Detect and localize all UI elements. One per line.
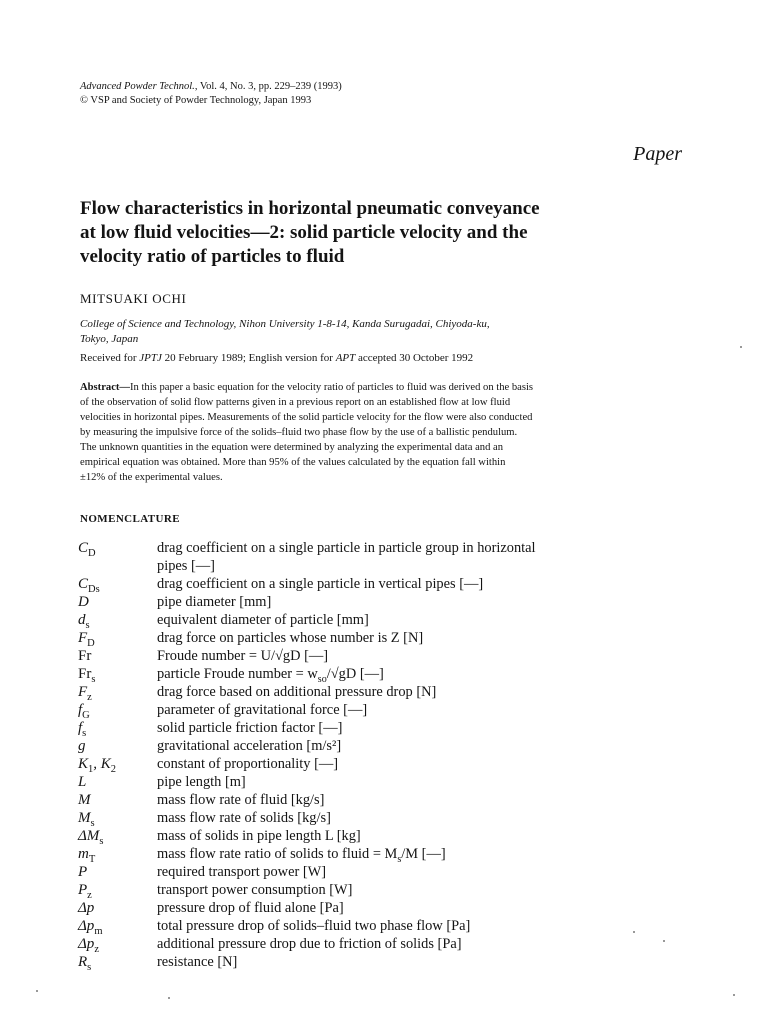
definition-line: required transport power [W] bbox=[157, 864, 327, 880]
nomenclature-definition bbox=[157, 629, 677, 647]
nomenclature-definition bbox=[157, 863, 677, 881]
nomenclature-item bbox=[78, 791, 698, 809]
paper-type-label: Paper bbox=[633, 143, 682, 165]
definition-line: drag force based on additional pressure drop [N] bbox=[157, 684, 437, 700]
nomenclature-symbol: $P_z$ bbox=[78, 882, 92, 901]
abstract-line: Abstract—In this paper a basic equation for the velocity ratio of particles to fluid was derived on the basis bbox=[80, 382, 534, 393]
abstract-line: The unknown quantities in the equation were determined by analyzing the experimental data and an bbox=[80, 442, 504, 453]
nomenclature-symbol: D bbox=[78, 594, 89, 610]
nomenclature-definition bbox=[157, 899, 677, 917]
nomenclature-item bbox=[78, 863, 698, 881]
nomenclature-symbol: $\Delta M_s$ bbox=[78, 828, 104, 847]
definition-line: total pressure drop of solids–fluid two phase flow [Pa] bbox=[157, 918, 471, 934]
definition-line: drag coefficient on a single particle in vertical pipes [—] bbox=[157, 576, 484, 592]
journal-reference bbox=[80, 80, 342, 94]
nomenclature-symbol: $Fr_s$ bbox=[78, 666, 96, 685]
journal-citation bbox=[80, 80, 342, 108]
journal-abbrev: APT bbox=[335, 352, 356, 364]
nomenclature-definition bbox=[157, 809, 677, 827]
definition-line: drag coefficient on a single particle in particle group in horizontal bbox=[157, 540, 536, 556]
nomenclature-symbol: $M_s$ bbox=[78, 810, 95, 829]
nomenclature-item bbox=[78, 701, 698, 719]
definition-line: additional pressure drop due to friction of solids [Pa] bbox=[157, 936, 462, 952]
scan-speck bbox=[36, 990, 38, 992]
nomenclature-item bbox=[78, 665, 698, 683]
nomenclature-item bbox=[78, 845, 698, 863]
definition-line: pipes [—] bbox=[157, 558, 215, 574]
nomenclature-symbol: $R_s$ bbox=[78, 954, 92, 973]
nomenclature-definition bbox=[157, 881, 677, 899]
abstract-line: by measuring the impulsive force of the solids–fluid two phase flow by the use of a ballistic pendulum. bbox=[80, 427, 518, 438]
journal-abbrev: JPTJ bbox=[139, 352, 162, 364]
definition-line: mass flow rate of fluid [kg/s] bbox=[157, 792, 325, 808]
paper-title bbox=[80, 197, 690, 269]
nomenclature-definition bbox=[157, 953, 677, 971]
abstract-line: of the observation of solid flow patterns given in a previous report on an established flow at low fluid bbox=[80, 397, 511, 408]
nomenclature-definition bbox=[157, 827, 677, 845]
scan-speck bbox=[733, 994, 735, 996]
nomenclature-definition bbox=[157, 737, 677, 755]
nomenclature-item bbox=[78, 593, 698, 611]
nomenclature-definition bbox=[157, 593, 677, 611]
nomenclature-symbol: $C_D$ bbox=[78, 540, 96, 559]
abstract-line: ±12% of the experimental values. bbox=[80, 472, 223, 483]
definition-line: particle Froude number = $w_{so}/√gD$ [—] bbox=[157, 666, 384, 685]
nomenclature-symbol: Δp bbox=[78, 900, 95, 916]
abstract-line: empirical equation was obtained. More than 95% of the values calculated by the equation fall within bbox=[80, 457, 506, 468]
nomenclature-symbol: $F_z$ bbox=[78, 684, 92, 703]
journal-volume: , Vol. 4, No. 3, pp. 229–239 (1993) bbox=[194, 81, 342, 92]
scan-speck bbox=[663, 940, 665, 942]
nomenclature-definition bbox=[157, 647, 677, 665]
author-name: MITSUAKI OCHI bbox=[80, 291, 187, 306]
nomenclature-item bbox=[78, 773, 698, 791]
nomenclature-symbol: L bbox=[78, 774, 87, 790]
nomenclature-symbol: $d_s$ bbox=[78, 612, 90, 631]
nomenclature-item bbox=[78, 899, 698, 917]
nomenclature-definition bbox=[157, 683, 677, 701]
scan-speck bbox=[633, 931, 635, 933]
definition-line: gravitational acceleration [m/s²] bbox=[157, 738, 342, 754]
title-line: at low fluid velocities—2: solid particle velocity and the bbox=[80, 222, 528, 243]
scan-speck bbox=[168, 997, 170, 999]
nomenclature-symbol: Fr bbox=[78, 648, 92, 664]
nomenclature-item bbox=[78, 935, 698, 953]
nomenclature-item bbox=[78, 917, 698, 935]
definition-line: pressure drop of fluid alone [Pa] bbox=[157, 900, 344, 916]
nomenclature-definition bbox=[157, 917, 677, 935]
author-affiliation bbox=[80, 317, 490, 347]
nomenclature-definition bbox=[157, 539, 677, 575]
definition-line: solid particle friction factor [—] bbox=[157, 720, 343, 736]
definition-line: pipe diameter [mm] bbox=[157, 594, 272, 610]
nomenclature-definition bbox=[157, 935, 677, 953]
nomenclature-symbol: $\Delta p_z$ bbox=[78, 936, 99, 955]
definition-line: pipe length [m] bbox=[157, 774, 246, 790]
definition-line: transport power consumption [W] bbox=[157, 882, 353, 898]
nomenclature-item bbox=[78, 539, 698, 575]
nomenclature-item bbox=[78, 575, 698, 593]
nomenclature-definition bbox=[157, 773, 677, 791]
affiliation-line: Tokyo, Japan bbox=[80, 333, 139, 345]
nomenclature-definition bbox=[157, 791, 677, 809]
affiliation-line: College of Science and Technology, Nihon University 1-8-14, Kanda Surugadai, Chiyoda-ku, bbox=[80, 318, 490, 330]
nomenclature-item bbox=[78, 611, 698, 629]
definition-line: parameter of gravitational force [—] bbox=[157, 702, 368, 718]
journal-name: Advanced Powder Technol. bbox=[80, 81, 195, 92]
nomenclature-item bbox=[78, 827, 698, 845]
title-line: Flow characteristics in horizontal pneumatic conveyance bbox=[80, 198, 540, 219]
nomenclature-symbol: $F_D$ bbox=[78, 630, 95, 649]
nomenclature-definition bbox=[157, 755, 677, 773]
definition-line: mass of solids in pipe length L [kg] bbox=[157, 828, 361, 844]
received-dates: Received for JPTJ 20 February 1989; English version for APT accepted 30 October 1992 bbox=[80, 352, 474, 364]
nomenclature-symbol: $m_T$ bbox=[78, 846, 96, 865]
definition-line: Froude number = U/√gD [—] bbox=[157, 648, 329, 664]
definition-line: constant of proportionality [—] bbox=[157, 756, 339, 772]
definition-line: mass flow rate ratio of solids to fluid = $M_s/M$ [—] bbox=[157, 846, 446, 865]
nomenclature-item bbox=[78, 683, 698, 701]
scan-speck bbox=[740, 346, 742, 348]
nomenclature-symbol: $K_1$, $K_2$ bbox=[78, 756, 117, 775]
definition-line: drag force on particles whose number is Z [N] bbox=[157, 630, 424, 646]
nomenclature-symbol: M bbox=[78, 792, 91, 808]
nomenclature-heading: NOMENCLATURE bbox=[80, 513, 180, 525]
nomenclature-symbol: $f_s$ bbox=[78, 720, 87, 739]
nomenclature-item bbox=[78, 737, 698, 755]
abstract-line: velocities in horizontal pipes. Measurements of the solid particle velocity for the flow were also conducted bbox=[80, 412, 533, 423]
nomenclature-list bbox=[78, 539, 698, 971]
copyright-line: © VSP and Society of Powder Technology, Japan 1993 bbox=[80, 95, 312, 106]
definition-line: mass flow rate of solids [kg/s] bbox=[157, 810, 331, 826]
abstract bbox=[80, 380, 686, 485]
nomenclature-symbol: g bbox=[78, 738, 86, 754]
nomenclature-item bbox=[78, 629, 698, 647]
nomenclature-item bbox=[78, 719, 698, 737]
nomenclature-definition bbox=[157, 701, 677, 719]
nomenclature-item bbox=[78, 647, 698, 665]
title-line: velocity ratio of particles to fluid bbox=[80, 246, 345, 267]
abstract-label: Abstract— bbox=[80, 382, 131, 393]
nomenclature-definition bbox=[157, 611, 677, 629]
definition-line: resistance [N] bbox=[157, 954, 238, 970]
nomenclature-symbol: $\Delta p_m$ bbox=[78, 918, 103, 937]
definition-line: equivalent diameter of particle [mm] bbox=[157, 612, 369, 628]
nomenclature-definition bbox=[157, 575, 677, 593]
nomenclature-symbol: $f_G$ bbox=[78, 702, 90, 721]
nomenclature-item bbox=[78, 809, 698, 827]
nomenclature-symbol: P bbox=[78, 864, 88, 880]
nomenclature-definition bbox=[157, 719, 677, 737]
nomenclature-item bbox=[78, 755, 698, 773]
nomenclature-item bbox=[78, 953, 698, 971]
nomenclature-item bbox=[78, 881, 698, 899]
nomenclature-symbol: $C_{Ds}$ bbox=[78, 576, 100, 595]
